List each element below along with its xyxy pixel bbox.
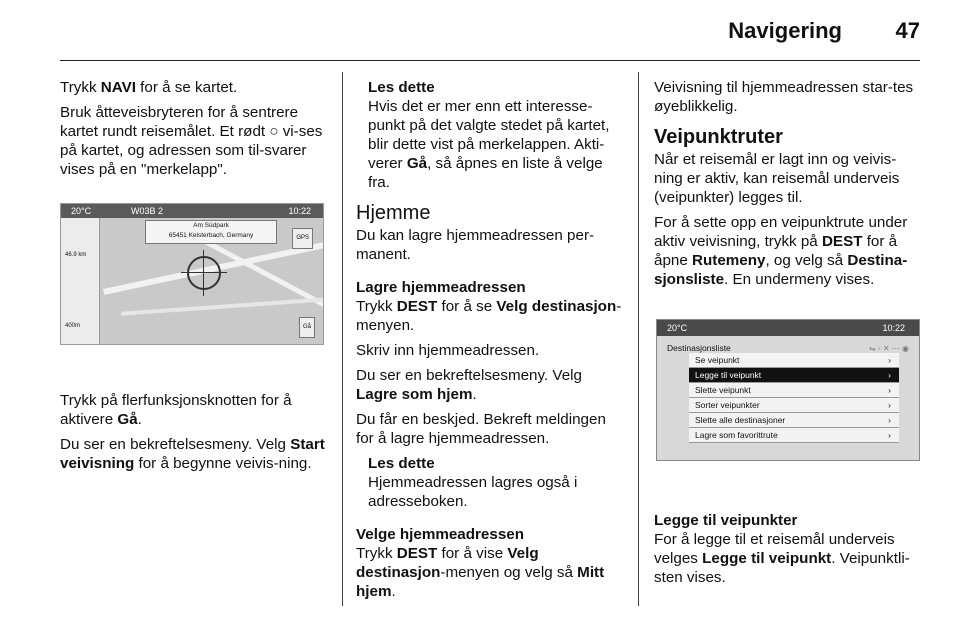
note-text: Hvis det er mer enn ett interesse-punkt på det valgte stedet på kartet, blir dette vist på merkelappen. Akti-verer Gå, så åpnes en liste å velge fra. (368, 98, 610, 191)
menu-item-label: Lagre som favorittrute (695, 430, 778, 440)
map-road (121, 296, 324, 315)
menu-item (689, 368, 899, 383)
chevron-right-icon: › (888, 430, 891, 440)
crosshair-icon (187, 256, 221, 290)
note-box (368, 454, 622, 511)
map-temperature: 20°C (71, 206, 92, 216)
chevron-right-icon: › (888, 355, 891, 365)
note-title: Les dette (368, 455, 435, 472)
column-2 (356, 78, 622, 607)
map-road-label: W03B 2 (131, 206, 164, 216)
menu-clock: 10:22 (882, 323, 905, 333)
chevron-right-icon: › (888, 400, 891, 410)
map-distance: 46.9 km (65, 252, 87, 258)
paragraph-add-waypoints: For å legge til et reisemål underveis velges Legge til veipunkt. Veipunktli-sten vises. (654, 531, 910, 586)
map-gps-indicator: GPS (292, 228, 313, 249)
menu-item (689, 428, 899, 443)
menu-item-label: Slette alle destinasjoner (695, 415, 786, 425)
column-3 (654, 78, 924, 593)
section-heading-home: Hjemme (356, 202, 431, 224)
paragraph-select-home: Trykk DEST for å vise Velg destinasjon-menyen og velg så Mitt hjem. (356, 545, 605, 600)
chevron-right-icon: › (888, 415, 891, 425)
map-go-button: Gå (299, 317, 315, 338)
subheading-save-home: Lagre hjemmeadressen (356, 279, 526, 296)
map-address-label (145, 220, 277, 244)
menu-temperature: 20°C (667, 323, 688, 333)
column-rule-1 (342, 72, 343, 606)
status-icons: ⇋ ◦ ✕ ⋯ ◉ (868, 344, 909, 353)
column-1 (60, 78, 326, 479)
paragraph-save-4: Du får en beskjed. Bekreft meldingen for å lagre hjemmeadressen. (356, 411, 606, 447)
paragraph-save-2: Skriv inn hjemmeadressen. (356, 342, 540, 359)
menu-item-label: Legge til veipunkt (695, 370, 762, 380)
menu-item-label: Se veipunkt (695, 355, 740, 365)
menu-item (689, 413, 899, 428)
chevron-right-icon: › (888, 385, 891, 395)
menu-title: Destinasjonsliste (667, 343, 731, 353)
menu-status-bar (657, 320, 919, 336)
map-clock: 10:22 (288, 206, 311, 216)
destination-list-screenshot (656, 319, 920, 461)
note-title: Les dette (368, 79, 435, 96)
paragraph-guidance-home: Veivisning til hjemmeadressen star-tes øyeblikkelig. (654, 79, 914, 115)
subheading-select-home: Velge hjemmeadressen (356, 526, 524, 543)
section-heading-waypoint-routes: Veipunktruter (654, 126, 783, 148)
menu-item-label: Slette veipunkt (695, 385, 751, 395)
paragraph-activate-go: Trykk på flerfunksjonsknotten for å aktivere Gå. (60, 392, 292, 428)
column-rule-2 (638, 72, 639, 606)
map-screenshot (60, 203, 324, 345)
paragraph-start-guidance: Du ser en bekreftelsesmeny. Velg Start veivisning for å begynne veivis-ning. (60, 436, 325, 472)
map-address-line1: Am Südpark (193, 222, 229, 229)
map-scale: 400m (65, 323, 81, 329)
paragraph-save-3: Du ser en bekreftelsesmeny. Velg Lagre som hjem. (356, 367, 582, 403)
note-text: Hjemmeadressen lagres også i adresseboken. (368, 474, 578, 510)
map-address-line2: 65451 Kelsterbach, Germany (168, 232, 254, 239)
paragraph-navi: Trykk NAVI for å se kartet. (60, 79, 238, 96)
chevron-right-icon: › (888, 370, 891, 380)
header-rule (60, 60, 920, 61)
subheading-add-waypoints: Legge til veipunkter (654, 512, 798, 529)
page-number: 47 (895, 18, 920, 43)
map-status-bar (61, 204, 323, 218)
paragraph-center-map: Bruk åtteveisbryteren for å sentrere kartet rundt reisemålet. Et rødt ○ vi-ses på kartet, og adressen som til-svarer vises på en "merkelapp". (60, 104, 323, 178)
paragraph-save-1: Trykk DEST for å se Velg destinasjon-menyen. (356, 298, 622, 334)
menu-item (689, 398, 899, 413)
menu-item (689, 383, 899, 398)
paragraph-waypoints: Når et reisemål er lagt inn og veivis-ning er aktiv, kan reisemål underveis (veipunkter) legges til. (654, 151, 900, 206)
menu-item (689, 353, 899, 368)
page-header-title: Navigering (728, 18, 842, 43)
paragraph-setup-route: For å sette opp en veipunktrute under aktiv veivisning, trykk på DEST for å åpne Rutemeny, og velg så Destina-sjonsliste. En undermeny vises. (654, 214, 908, 288)
note-box (368, 78, 622, 192)
menu-list (689, 353, 899, 443)
paragraph-home: Du kan lagre hjemmeadressen per-manent. (356, 227, 595, 263)
map-side-panel (61, 218, 100, 344)
menu-item-label: Sorter veipunkter (695, 400, 760, 410)
